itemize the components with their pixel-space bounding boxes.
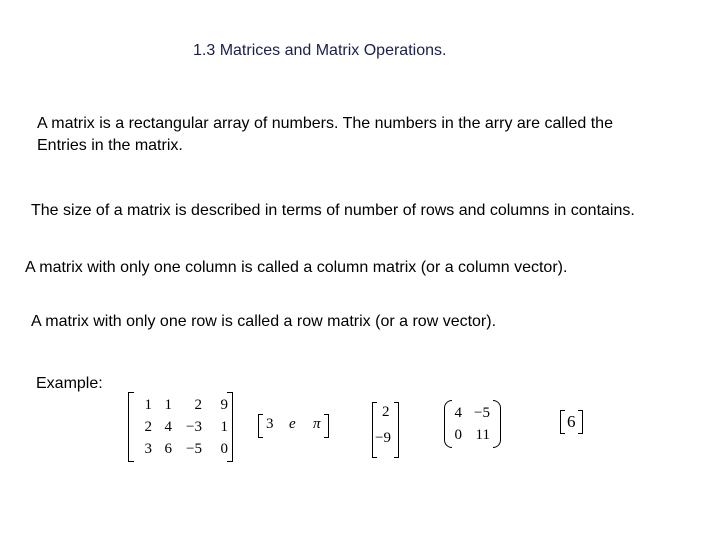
matrix-cell: 1: [220, 419, 228, 435]
left-bracket: [560, 410, 565, 434]
matrix-cell: 2: [382, 404, 390, 420]
matrix-cell: −5: [474, 405, 490, 421]
matrix-cell: 11: [475, 427, 490, 443]
matrix-cell: e: [289, 416, 296, 432]
matrix-cell: −9: [375, 430, 391, 446]
right-bracket: [578, 410, 583, 434]
matrix-cell: −3: [186, 419, 202, 435]
left-bracket: [258, 414, 263, 438]
right-bracket: [394, 402, 399, 458]
row-matrix: [258, 414, 332, 438]
matrix-cell: 4: [164, 419, 172, 435]
matrix-cell: 1: [164, 397, 172, 413]
example-label: Example:: [36, 375, 103, 392]
matrix-cell: 0: [454, 427, 462, 443]
matrix-grid: [134, 394, 228, 460]
matrix-cell: 1: [144, 397, 152, 413]
paragraph-column-matrix: A matrix with only one column is called a column matrix (or a column vector).: [25, 259, 568, 276]
matrix-cell: 3: [266, 416, 274, 432]
right-parenthesis: [493, 400, 501, 448]
matrix-cell: π: [313, 416, 321, 432]
right-bracket: [324, 414, 329, 438]
paragraph-line: Entries in the matrix.: [37, 137, 183, 154]
column-matrix: [372, 402, 402, 460]
scalar-matrix: [560, 410, 586, 436]
matrix-grid: [448, 402, 490, 446]
matrix-cell: 6: [567, 412, 576, 431]
paragraph-matrix-size: The size of a matrix is described in terms of number of rows and columns in contains.: [31, 202, 635, 219]
matrix-cell: 6: [164, 441, 172, 457]
paragraph-matrix-definition: [37, 113, 613, 157]
matrix-cell: −5: [186, 441, 202, 457]
matrix-3x4: [128, 392, 228, 462]
paragraph-row-matrix: A matrix with only one row is called a row matrix (or a row vector).: [31, 313, 497, 330]
page-title: 1.3 Matrices and Matrix Operations.: [193, 42, 447, 59]
matrix-cell: 9: [220, 397, 228, 413]
matrix-cell: 0: [220, 441, 228, 457]
matrix-cell: 2: [144, 419, 152, 435]
matrix-2x2: [444, 400, 504, 450]
matrix-cell: 2: [194, 397, 202, 413]
matrix-cell: 3: [144, 441, 152, 457]
paragraph-line: A matrix is a rectangular array of numbers. The numbers in the arry are called the: [37, 115, 613, 132]
matrix-cell: 4: [454, 405, 462, 421]
right-bracket: [227, 392, 233, 462]
